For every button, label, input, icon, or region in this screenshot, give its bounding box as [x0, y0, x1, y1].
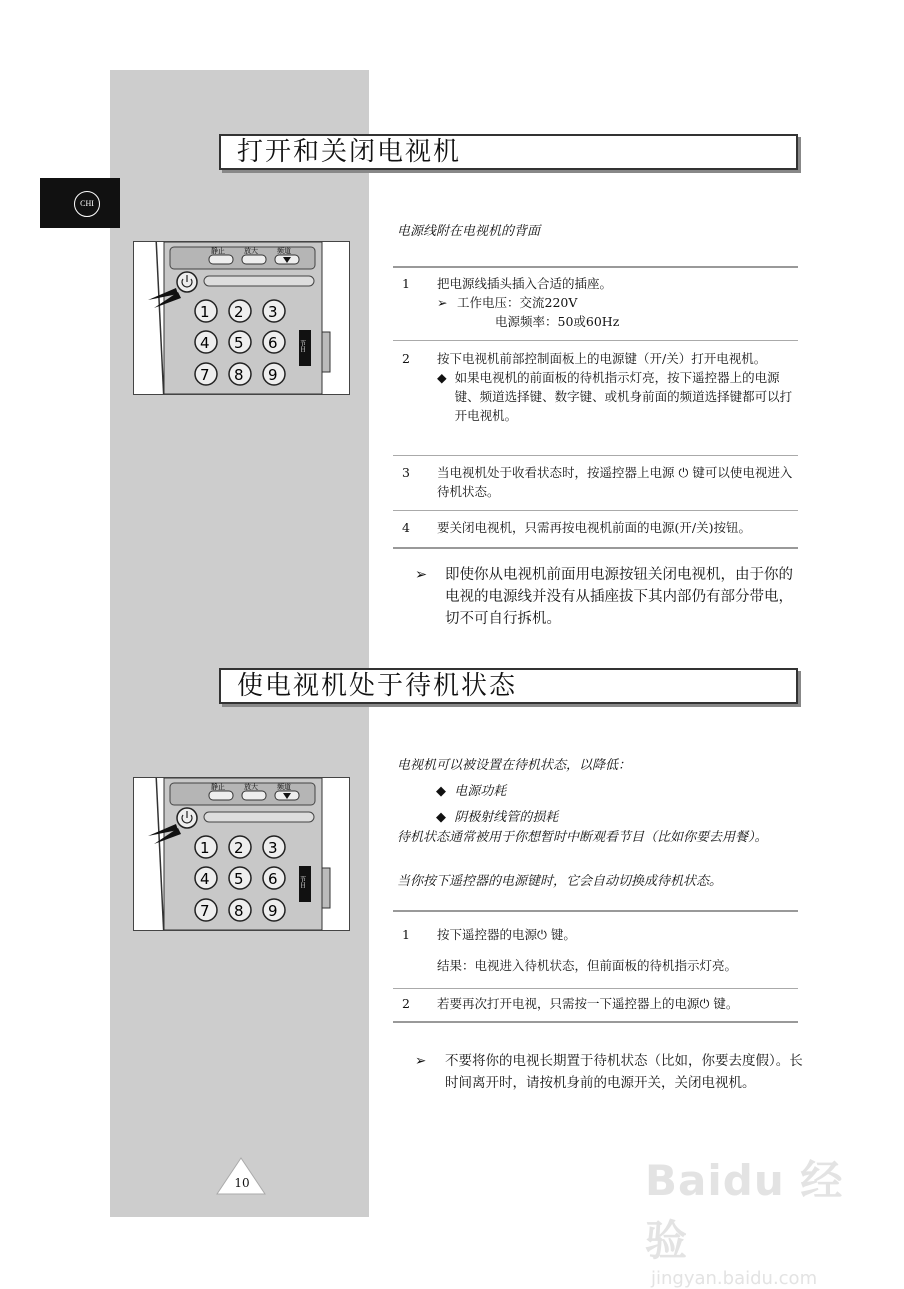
step-number: 4	[402, 520, 410, 535]
step-text: 按下电视机前部控制面板上的电源键（开/关）打开电视机。	[437, 351, 767, 366]
zoom-label: 放大	[244, 247, 258, 255]
power-symbol-icon: ⏻	[674, 465, 693, 480]
svg-text:7: 7	[200, 366, 210, 384]
svg-text:8: 8	[234, 366, 244, 384]
section1-note	[415, 564, 805, 630]
digit-key	[195, 331, 217, 353]
divider	[393, 988, 798, 989]
step-text-cont: 键可以使电视进入待机状态。	[437, 465, 793, 499]
svg-text:1: 1	[200, 839, 210, 857]
voltage-text: 工作电压：交流220V	[456, 295, 578, 310]
power-symbol-icon: ⏻	[699, 996, 714, 1011]
standby-benefit-item	[436, 780, 506, 799]
step-number: 1	[402, 276, 410, 291]
standby-step-2	[397, 994, 802, 1013]
zoom-label: 放大	[244, 783, 258, 791]
digit-key	[195, 899, 217, 921]
section2-para1: 待机状态通常被用于你想暂时中断观看节目（比如你要去用餐）。	[397, 830, 768, 845]
digit-key	[229, 899, 251, 921]
divider	[393, 910, 798, 912]
step-text: 当电视机处于收看状态时，按遥控器上电源	[437, 465, 675, 480]
benefit-text: 电源功耗	[454, 784, 507, 799]
digit-key	[195, 300, 217, 322]
divider	[393, 455, 798, 456]
language-badge: CHI	[74, 191, 100, 217]
svg-text:4: 4	[200, 870, 210, 888]
watermark-logo: Baidu 经验	[645, 1156, 844, 1265]
remote-illustration-2	[133, 777, 350, 931]
svg-text:3: 3	[268, 303, 278, 321]
step-number: 1	[402, 927, 410, 942]
digit-key	[195, 363, 217, 385]
step-number: 2	[402, 996, 410, 1011]
digit-key	[263, 300, 285, 322]
diamond-bullet-icon: ◆	[436, 784, 446, 799]
digit-key	[229, 867, 251, 889]
standby-benefit-item	[436, 806, 558, 825]
svg-text:9: 9	[268, 902, 278, 920]
note-arrow-icon: ➢	[415, 1053, 427, 1069]
remote-drawing	[134, 242, 349, 394]
digit-key	[229, 331, 251, 353]
page-number: 10	[234, 1176, 250, 1190]
divider	[393, 1021, 798, 1023]
section1-intro: 电源线附在电视机的背面	[397, 224, 541, 239]
section2-para2: 当你按下遥控器的电源键时，它会自动切换成待机状态。	[397, 874, 723, 889]
note-text: 不要将你的电视长期置于待机状态（比如，你要去度假）。长时间离开时，请按机身前的电源开关，关闭电视机。	[445, 1053, 803, 1091]
digit-key	[263, 836, 285, 858]
svg-text:7: 7	[200, 902, 210, 920]
result-text: 结果：电视进入待机状态，但前面板的待机指示灯亮。	[437, 958, 738, 973]
step-4	[397, 518, 802, 537]
standby-step-1	[397, 925, 802, 975]
digit-key	[263, 899, 285, 921]
svg-text:4: 4	[200, 334, 210, 352]
diamond-bullet-icon: ◆	[436, 810, 446, 825]
svg-text:9: 9	[268, 366, 278, 384]
svg-text:5: 5	[234, 870, 244, 888]
note-arrow-icon: ➢	[415, 567, 428, 583]
channel-label: 频道	[277, 783, 291, 791]
benefit-text: 阴极射线管的损耗	[454, 810, 559, 825]
divider	[393, 547, 798, 549]
section2-intro: 电视机可以被设置在待机状态，以降低：	[397, 758, 632, 773]
svg-text:5: 5	[234, 334, 244, 352]
svg-text:8: 8	[234, 902, 244, 920]
svg-text:6: 6	[268, 334, 278, 352]
divider	[393, 510, 798, 511]
step-text-cont: 键。	[713, 996, 739, 1011]
svg-text:2: 2	[234, 839, 244, 857]
svg-text:2: 2	[234, 303, 244, 321]
divider	[393, 340, 798, 341]
step-text: 把电源线插头插入合适的插座。	[437, 276, 613, 291]
remote-drawing	[134, 778, 349, 930]
step-3	[397, 463, 802, 501]
digit-key	[263, 363, 285, 385]
channel-label: 频道	[277, 247, 291, 255]
digit-key	[195, 836, 217, 858]
step-1	[397, 274, 802, 331]
divider	[393, 266, 798, 268]
step-number: 2	[402, 351, 410, 366]
note-arrow-icon: ➢	[437, 295, 448, 310]
diamond-bullet-icon: ◆	[437, 370, 447, 385]
digit-key	[229, 363, 251, 385]
frequency-text: 电源频率：50或60Hz	[495, 314, 620, 329]
step-text: 要关闭电视机，只需再按电视机前面的电源(开/关)按钮。	[437, 520, 751, 535]
remote-illustration-1	[133, 241, 350, 395]
section-title-standby: 使电视机处于待机状态	[219, 668, 798, 704]
svg-text:6: 6	[268, 870, 278, 888]
step-text: 若要再次打开电视，只需按一下遥控器上的电源	[437, 996, 700, 1011]
watermark-url: jingyan.baidu.com	[651, 1268, 818, 1289]
section-title-power: 打开和关闭电视机	[219, 134, 798, 170]
mute-label: 静止	[211, 247, 225, 255]
side-label: 节目	[298, 340, 306, 352]
digit-key	[263, 867, 285, 889]
power-symbol-icon: ⏻	[537, 927, 551, 942]
svg-text:1: 1	[200, 303, 210, 321]
digit-key	[195, 867, 217, 889]
digit-key	[229, 300, 251, 322]
digit-key	[263, 331, 285, 353]
step-text: 按下遥控器的电源	[437, 927, 538, 942]
svg-text:3: 3	[268, 839, 278, 857]
bullet-text: 如果电视机的前面板的待机指示灯亮，按下遥控器上的电源键、频道选择键、数字键、或机身前面的频道选择键都可以打开电视机。	[454, 370, 793, 423]
step-text-cont: 键。	[550, 927, 576, 942]
note-text: 即使你从电视机前面用电源按钮关闭电视机，由于你的电视的电源线并没有从插座拔下其内部仍有部分带电，切不可自行拆机。	[445, 567, 793, 627]
side-label: 节目	[298, 876, 306, 888]
baidu-watermark	[645, 1148, 875, 1289]
step-2	[397, 349, 802, 425]
digit-key	[229, 836, 251, 858]
step-number: 3	[402, 465, 410, 480]
section2-note	[415, 1050, 805, 1094]
mute-label: 静止	[211, 783, 225, 791]
